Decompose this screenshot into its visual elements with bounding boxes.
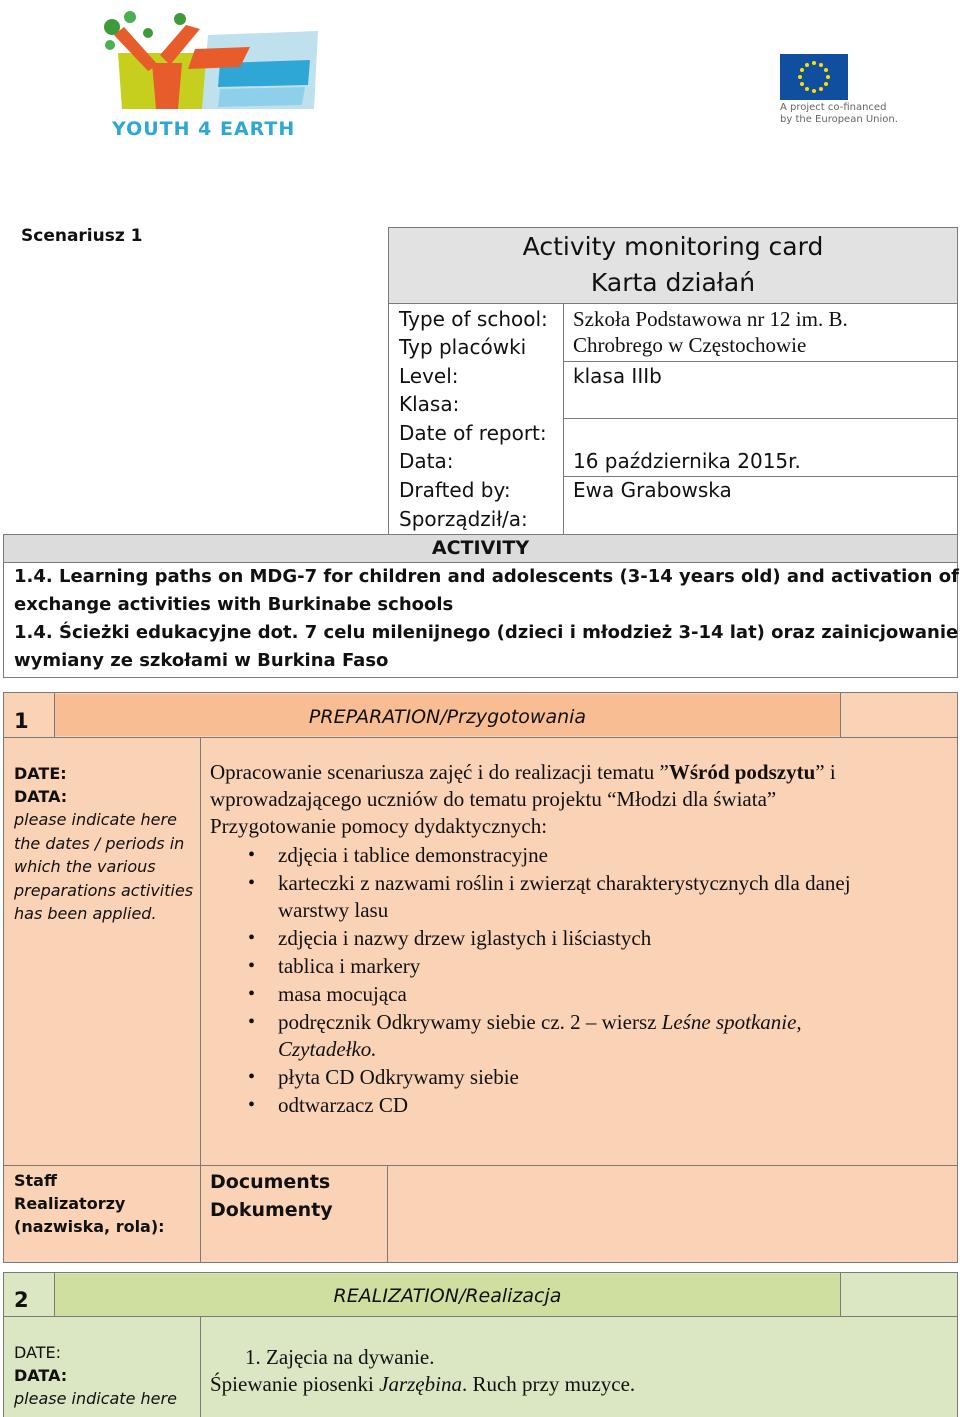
section1-paragraph-1 [210, 760, 836, 785]
label-data: Data: [399, 449, 454, 473]
para-1-start: Opracowanie scenariusza zajęć i do realizacji tematu ” [210, 760, 669, 784]
list-item: • odtwarzacz CD [210, 1092, 950, 1119]
value-level: klasa IIIb [573, 364, 662, 388]
documents-label-2: Dokumenty [210, 1199, 333, 1221]
section1-hint-5: has been applied. [14, 904, 157, 923]
activity-line-4: wymiany ze szkołami w Burkina Faso [14, 650, 389, 671]
activity-heading: ACTIVITY [431, 537, 530, 559]
para-1-topic: Wśród podszytu [668, 760, 816, 784]
list-item: • tablica i markery [210, 953, 950, 980]
eu-caption-2: by the European Union. [780, 114, 898, 125]
card-title-pl: Karta działań [590, 268, 756, 297]
section1-date-pl: DATA: [14, 787, 68, 806]
logo-text: YOUTH 4 EARTH [112, 118, 296, 140]
section1-hint-4: preparations activities [14, 881, 194, 900]
list-item: • podręcznik Odkrywamy siebie cz. 2 – wiersz Leśne spotkanie, Czytadełko. [210, 1009, 950, 1063]
list-item: • płyta CD Odkrywamy siebie [210, 1064, 950, 1091]
activity-line-3: 1.4. Ścieżki edukacyjne dot. 7 celu milenijnego (dzieci i młodzież 3-14 lat) oraz zainicjowanie [14, 622, 959, 643]
documents-label-1: Documents [210, 1171, 331, 1193]
para-1-end: ” i [815, 760, 836, 784]
value-drafted-by: Ewa Grabowska [573, 478, 732, 502]
scenario-label: Scenariusz 1 [21, 226, 143, 246]
value-school-2: Chrobrego w Częstochowie [573, 333, 807, 357]
section2-number: 2 [14, 1288, 29, 1312]
staff-label-2: Realizatorzy [14, 1194, 126, 1213]
section1-date-en: DATE: [14, 764, 67, 783]
song-title: Jarzębina [379, 1372, 462, 1396]
list-item: • karteczki z nazwami roślin i zwierząt charakterystycznych dla danej warstwy lasu [210, 870, 950, 924]
label-date-of-report: Date of report: [399, 421, 547, 445]
list-item: • masa mocująca [210, 981, 950, 1008]
value-date: 16 października 2015r. [573, 449, 801, 473]
staff-label-3: (nazwiska, rola): [14, 1217, 165, 1236]
section1-number: 1 [14, 709, 29, 733]
eu-flag-logo [780, 54, 848, 100]
youth4earth-logo [90, 5, 330, 150]
label-type-of-school: Type of school: [399, 307, 548, 331]
label-drafted-by: Drafted by: [399, 478, 511, 502]
activity-line-1: 1.4. Learning paths on MDG-7 for children and adolescents (3-14 years old) and activation of [14, 566, 959, 587]
list-item: • zdjęcia i tablice demonstracyjne [210, 842, 950, 869]
value-school-1: Szkoła Podstawowa nr 12 im. B. [573, 307, 848, 331]
section2-date-pl: DATA: [14, 1366, 68, 1385]
eu-stars-icon [780, 54, 848, 100]
label-sporzadzil: Sporządził/a: [399, 507, 528, 531]
section2-line-2: Śpiewanie piosenki Jarzębina. Ruch przy muzyce. [210, 1372, 636, 1396]
section2-title: REALIZATION/Realizacja [333, 1285, 562, 1307]
label-level: Level: [399, 364, 459, 388]
label-klasa: Klasa: [399, 392, 460, 416]
section2-date-en: DATE: [14, 1343, 62, 1362]
section1-hint-1: please indicate here [14, 810, 177, 829]
section1-hint-2: the dates / periods in [14, 834, 185, 853]
section1-hint-3: which the various [14, 857, 156, 876]
label-typ-placowki: Typ placówki [399, 335, 527, 359]
section1-paragraph-3: Przygotowanie pomocy dydaktycznych: [210, 814, 548, 838]
list-item-continuation: warstwy lasu [278, 898, 389, 922]
list-item: • zdjęcia i nazwy drzew iglastych i liściastych [210, 925, 950, 952]
teaching-aids-list [210, 842, 950, 1120]
activity-line-2: exchange activities with Burkinabe schools [14, 594, 454, 615]
section2-item-1: 1. Zajęcia na dywanie. [245, 1345, 435, 1369]
staff-label-1: Staff [14, 1171, 57, 1190]
card-title-en: Activity monitoring card [522, 232, 824, 261]
section2-hint-1: please indicate here [14, 1389, 177, 1408]
section1-title: PREPARATION/Przygotowania [308, 706, 587, 728]
eu-caption-1: A project co-financed [780, 102, 887, 113]
section1-paragraph-2: wprowadzającego uczniów do tematu projektu “Młodzi dla świata” [210, 787, 777, 811]
